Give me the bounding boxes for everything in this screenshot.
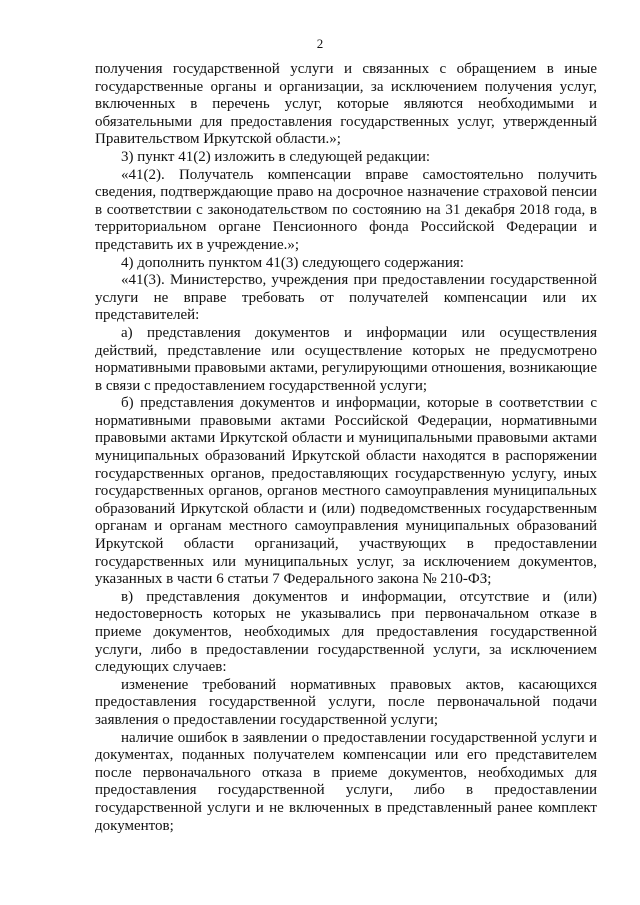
paragraph-9: изменение требований нормативных правовых актов, касающихся предоставления государственной услуги, после первоначальной подачи заявления о предоставлении государственной услуги; xyxy=(95,676,597,728)
paragraph-1: получения государственной услуги и связанных с обращением в иные государственные органы и организации, за исключением получения услуг, включенных в перечень услуг, которые являются необходимыми и обязательными для предоставления государственных услуг, утвержденный Правительством Иркутской области.»; xyxy=(95,61,597,148)
document-body xyxy=(95,61,597,835)
paragraph-4: 4) дополнить пунктом 41(3) следующего содержания: xyxy=(121,254,464,271)
paragraph-6: а) представления документов и информации или осуществления действий, представление или осуществление которых не предусмотрено нормативными правовыми актами, регулирующими отношения, возникающие в связи с предоставлением государственной услуги; xyxy=(95,324,597,394)
paragraph-7: б) представления документов и информации, которые в соответствии с нормативными правовыми актами Российской Федерации, нормативными правовыми актами Иркутской области и муниципальными правовыми актами муниципальных образований Иркутской области находятся в распоряжении государственных органов, предоставляющих государственную услугу, иных государственных органов, органов местного самоуправления муниципальных образований Иркутской области и (или) подведомственных государственным органам и органам местного самоуправления муниципальных образований Иркутской области организаций, участвующих в предоставлении государственных или муниципальных услуг, за исключением документов, указанных в части 6 статьи 7 Федерального закона № 210-ФЗ; xyxy=(95,395,597,588)
paragraph-8: в) представления документов и информации, отсутствие и (или) недостоверность которых не указывались при первоначальном отказе в приеме документов, необходимых для предоставления государственной услуги, либо в предоставлении государственной услуги, за исключением следующих случаев: xyxy=(95,588,597,676)
paragraph-3: «41(2). Получатель компенсации вправе самостоятельно получить сведения, подтверждающие право на досрочное назначение страховой пенсии в соответствии с законодательством по состоянию на 31 декабря 2018 года, в территориальном органе Пенсионного фонда Российской Федерации и представить их в учреждение.»; xyxy=(95,166,597,253)
paragraph-2: 3) пункт 41(2) изложить в следующей редакции: xyxy=(121,148,431,165)
paragraph-10: наличие ошибок в заявлении о предоставлении государственной услуги и документах, поданных получателем компенсации или его представителем после первоначального отказа в приеме документов, необходимых для предоставления государственной услуги, либо в предоставлении государственной услуги и не включенных в представленный ранее комплект документов; xyxy=(95,729,597,834)
paragraph-5: «41(3). Министерство, учреждения при предоставлении государственной услуги не вправе требовать от получателей компенсации или их представителей: xyxy=(95,272,597,324)
page-number: 2 xyxy=(316,36,324,51)
